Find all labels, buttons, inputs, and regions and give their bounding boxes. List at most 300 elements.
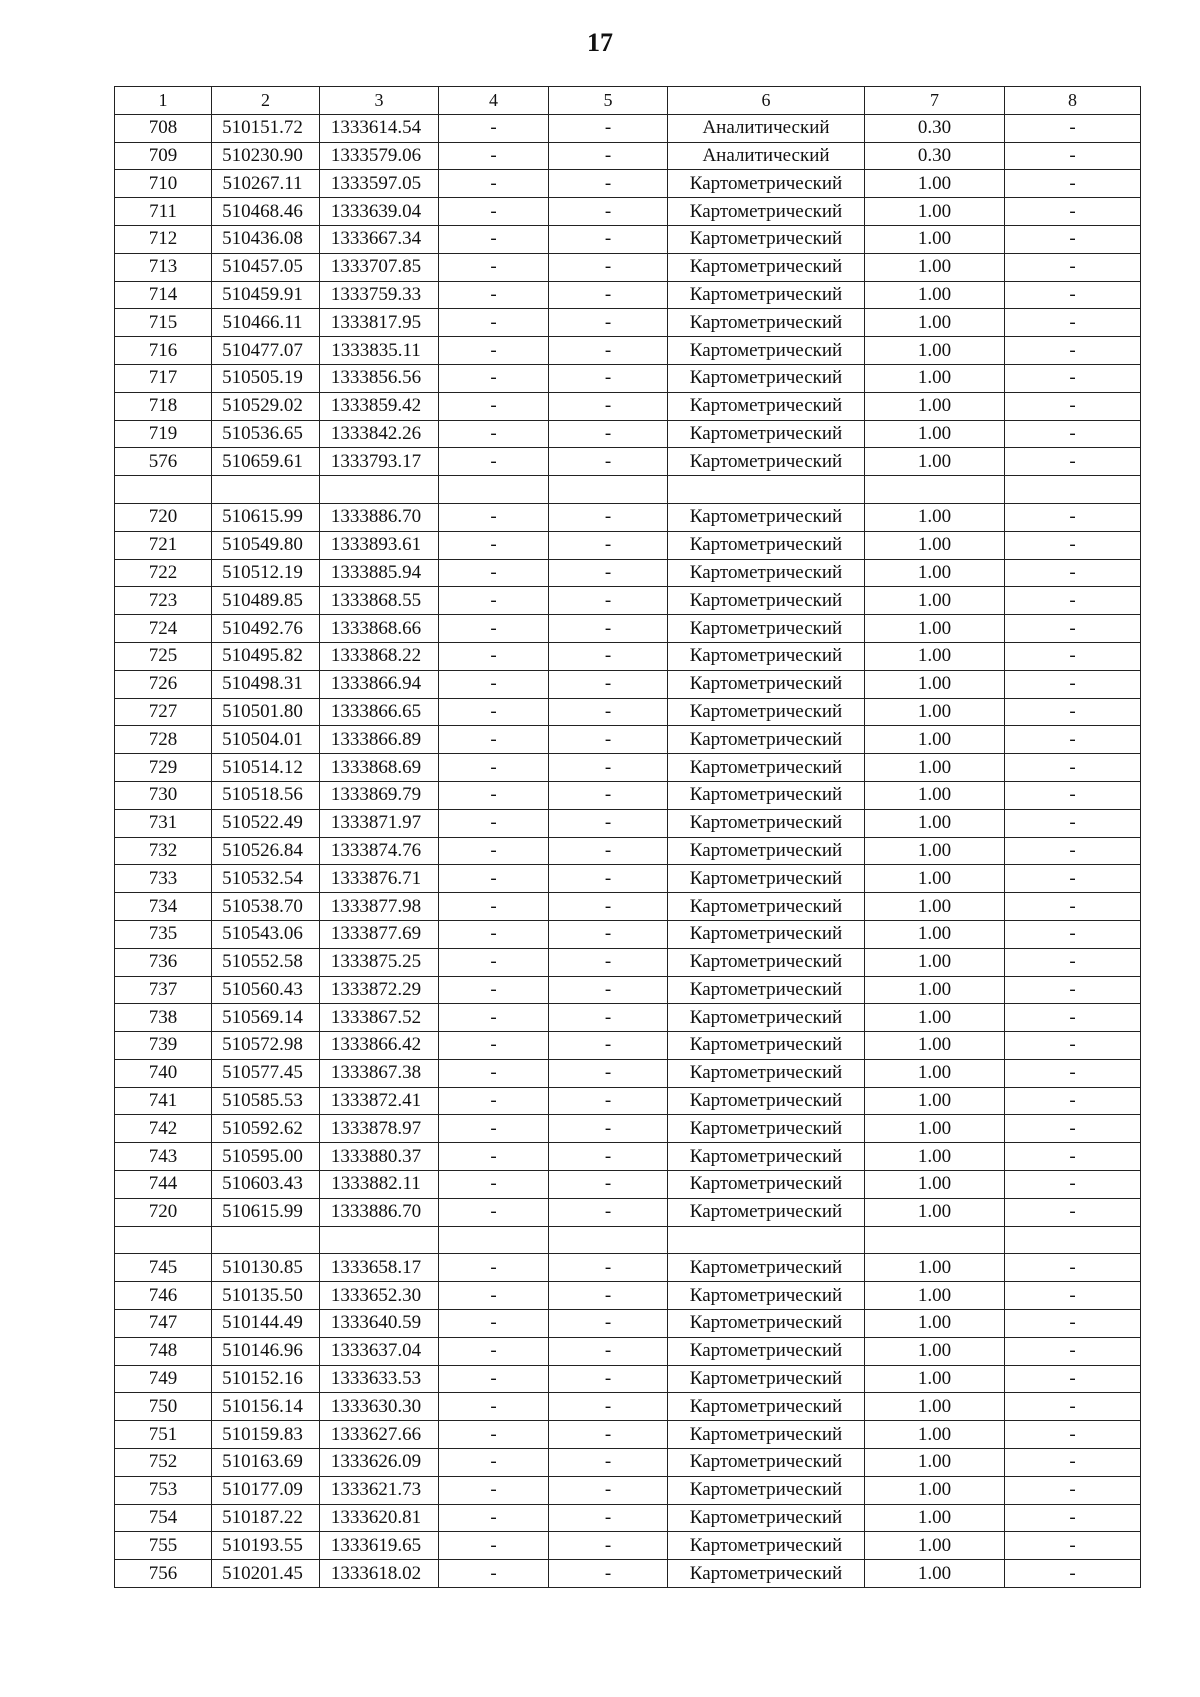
table-row (115, 1532, 1141, 1560)
x-coordinate-cell: 510135.50 (212, 1282, 320, 1310)
accuracy-cell: 1.00 (865, 670, 1005, 698)
x-coordinate-cell (212, 1226, 320, 1254)
method-cell: Картометрический (668, 225, 865, 253)
method-cell: Картометрический (668, 559, 865, 587)
table-row (115, 1337, 1141, 1365)
col8-cell: - (1005, 615, 1141, 643)
method-cell: Картометрический (668, 1337, 865, 1365)
accuracy-cell: 1.00 (865, 1143, 1005, 1171)
col4-cell: - (439, 1310, 549, 1338)
accuracy-cell: 1.00 (865, 1449, 1005, 1477)
table-row (115, 698, 1141, 726)
x-coordinate-cell: 510504.01 (212, 726, 320, 754)
x-coordinate-cell: 510130.85 (212, 1254, 320, 1282)
table-row (115, 225, 1141, 253)
col5-cell: - (549, 865, 668, 893)
method-cell: Картометрический (668, 976, 865, 1004)
y-coordinate-cell (320, 476, 439, 504)
table-row (115, 392, 1141, 420)
col4-cell: - (439, 1476, 549, 1504)
x-coordinate-cell: 510501.80 (212, 698, 320, 726)
method-cell: Картометрический (668, 1393, 865, 1421)
table-row (115, 615, 1141, 643)
x-coordinate-cell: 510536.65 (212, 420, 320, 448)
table-row (115, 1226, 1141, 1254)
col8-cell: - (1005, 1032, 1141, 1060)
col4-cell: - (439, 1171, 549, 1199)
accuracy-cell: 1.00 (865, 503, 1005, 531)
y-coordinate-cell: 1333620.81 (320, 1504, 439, 1532)
col8-cell: - (1005, 1282, 1141, 1310)
col4-cell: - (439, 698, 549, 726)
accuracy-cell (865, 1226, 1005, 1254)
point-number-cell: 708 (115, 114, 212, 142)
method-cell: Картометрический (668, 1532, 865, 1560)
table-row (115, 920, 1141, 948)
col4-cell: - (439, 309, 549, 337)
point-number-cell: 740 (115, 1059, 212, 1087)
method-cell: Картометрический (668, 781, 865, 809)
table-row (115, 1560, 1141, 1588)
col4-cell: - (439, 1198, 549, 1226)
method-cell: Картометрический (668, 364, 865, 392)
col4-cell: - (439, 976, 549, 1004)
col8-cell: - (1005, 865, 1141, 893)
accuracy-cell: 1.00 (865, 1282, 1005, 1310)
method-cell: Картометрический (668, 1143, 865, 1171)
x-coordinate-cell: 510529.02 (212, 392, 320, 420)
col4-cell (439, 476, 549, 504)
method-cell: Картометрический (668, 253, 865, 281)
x-coordinate-cell (212, 476, 320, 504)
col8-cell: - (1005, 142, 1141, 170)
y-coordinate-cell: 1333621.73 (320, 1476, 439, 1504)
accuracy-cell: 1.00 (865, 559, 1005, 587)
accuracy-cell: 1.00 (865, 1421, 1005, 1449)
table-row (115, 670, 1141, 698)
accuracy-cell: 1.00 (865, 1115, 1005, 1143)
col5-cell: - (549, 198, 668, 226)
col5-cell: - (549, 503, 668, 531)
point-number-cell: 709 (115, 142, 212, 170)
col4-cell: - (439, 559, 549, 587)
table-row (115, 253, 1141, 281)
accuracy-cell: 1.00 (865, 809, 1005, 837)
accuracy-cell: 1.00 (865, 642, 1005, 670)
table-row (115, 1059, 1141, 1087)
method-cell: Картометрический (668, 1310, 865, 1338)
column-header: 5 (549, 87, 668, 115)
col4-cell: - (439, 1059, 549, 1087)
col8-cell: - (1005, 642, 1141, 670)
point-number-cell: 756 (115, 1560, 212, 1588)
method-cell: Картометрический (668, 531, 865, 559)
point-number-cell: 744 (115, 1171, 212, 1199)
col5-cell: - (549, 976, 668, 1004)
column-header: 8 (1005, 87, 1141, 115)
point-number-cell: 711 (115, 198, 212, 226)
col5-cell: - (549, 726, 668, 754)
accuracy-cell: 1.00 (865, 1059, 1005, 1087)
col5-cell: - (549, 309, 668, 337)
accuracy-cell: 1.00 (865, 1365, 1005, 1393)
x-coordinate-cell: 510495.82 (212, 642, 320, 670)
col8-cell: - (1005, 198, 1141, 226)
table-row (115, 281, 1141, 309)
col4-cell: - (439, 337, 549, 365)
accuracy-cell: 0.30 (865, 142, 1005, 170)
x-coordinate-cell: 510457.05 (212, 253, 320, 281)
col5-cell: - (549, 559, 668, 587)
x-coordinate-cell: 510572.98 (212, 1032, 320, 1060)
point-number-cell: 721 (115, 531, 212, 559)
table-row (115, 1004, 1141, 1032)
y-coordinate-cell: 1333866.94 (320, 670, 439, 698)
y-coordinate-cell: 1333877.98 (320, 893, 439, 921)
table-row (115, 1198, 1141, 1226)
accuracy-cell: 1.00 (865, 170, 1005, 198)
y-coordinate-cell: 1333878.97 (320, 1115, 439, 1143)
method-cell: Картометрический (668, 309, 865, 337)
col8-cell: - (1005, 392, 1141, 420)
col5-cell: - (549, 893, 668, 921)
accuracy-cell: 1.00 (865, 1476, 1005, 1504)
x-coordinate-cell: 510518.56 (212, 781, 320, 809)
col5-cell: - (549, 642, 668, 670)
col8-cell: - (1005, 1059, 1141, 1087)
accuracy-cell: 1.00 (865, 948, 1005, 976)
col8-cell: - (1005, 1421, 1141, 1449)
x-coordinate-cell: 510569.14 (212, 1004, 320, 1032)
y-coordinate-cell: 1333867.52 (320, 1004, 439, 1032)
col5-cell: - (549, 1198, 668, 1226)
y-coordinate-cell: 1333868.66 (320, 615, 439, 643)
method-cell: Картометрический (668, 615, 865, 643)
y-coordinate-cell: 1333835.11 (320, 337, 439, 365)
column-header: 3 (320, 87, 439, 115)
method-cell: Картометрический (668, 1476, 865, 1504)
y-coordinate-cell: 1333866.89 (320, 726, 439, 754)
accuracy-cell: 1.00 (865, 1560, 1005, 1588)
accuracy-cell: 1.00 (865, 1532, 1005, 1560)
point-number-cell (115, 1226, 212, 1254)
y-coordinate-cell: 1333658.17 (320, 1254, 439, 1282)
y-coordinate-cell: 1333872.41 (320, 1087, 439, 1115)
table-row (115, 1421, 1141, 1449)
x-coordinate-cell: 510193.55 (212, 1532, 320, 1560)
x-coordinate-cell: 510492.76 (212, 615, 320, 643)
point-number-cell: 720 (115, 1198, 212, 1226)
accuracy-cell: 0.30 (865, 114, 1005, 142)
point-number-cell: 715 (115, 309, 212, 337)
x-coordinate-cell: 510267.11 (212, 170, 320, 198)
accuracy-cell: 1.00 (865, 726, 1005, 754)
col4-cell: - (439, 865, 549, 893)
col8-cell: - (1005, 1476, 1141, 1504)
table-row (115, 754, 1141, 782)
point-number-cell: 730 (115, 781, 212, 809)
col5-cell: - (549, 615, 668, 643)
col5-cell: - (549, 809, 668, 837)
method-cell: Картометрический (668, 726, 865, 754)
col8-cell: - (1005, 170, 1141, 198)
accuracy-cell: 1.00 (865, 225, 1005, 253)
point-number-cell: 713 (115, 253, 212, 281)
col8-cell: - (1005, 1171, 1141, 1199)
method-cell: Картометрический (668, 392, 865, 420)
method-cell: Картометрический (668, 698, 865, 726)
y-coordinate-cell: 1333817.95 (320, 309, 439, 337)
col4-cell: - (439, 225, 549, 253)
point-number-cell: 726 (115, 670, 212, 698)
point-number-cell: 753 (115, 1476, 212, 1504)
table-body (115, 114, 1141, 1587)
table-row (115, 1310, 1141, 1338)
y-coordinate-cell: 1333868.69 (320, 754, 439, 782)
point-number-cell: 733 (115, 865, 212, 893)
method-cell (668, 476, 865, 504)
method-cell: Картометрический (668, 420, 865, 448)
accuracy-cell: 1.00 (865, 920, 1005, 948)
point-number-cell: 742 (115, 1115, 212, 1143)
point-number-cell: 725 (115, 642, 212, 670)
point-number-cell: 748 (115, 1337, 212, 1365)
column-header: 4 (439, 87, 549, 115)
y-coordinate-cell: 1333707.85 (320, 253, 439, 281)
col5-cell: - (549, 1449, 668, 1477)
col8-cell: - (1005, 1560, 1141, 1588)
col5-cell: - (549, 1254, 668, 1282)
point-number-cell: 722 (115, 559, 212, 587)
x-coordinate-cell: 510538.70 (212, 893, 320, 921)
x-coordinate-cell: 510459.91 (212, 281, 320, 309)
table-row (115, 1393, 1141, 1421)
y-coordinate-cell: 1333633.53 (320, 1365, 439, 1393)
point-number-cell: 714 (115, 281, 212, 309)
method-cell: Картометрический (668, 948, 865, 976)
method-cell: Картометрический (668, 1059, 865, 1087)
col4-cell: - (439, 893, 549, 921)
col8-cell: - (1005, 1115, 1141, 1143)
point-number-cell: 719 (115, 420, 212, 448)
col5-cell: - (549, 281, 668, 309)
col4-cell: - (439, 114, 549, 142)
col8-cell (1005, 476, 1141, 504)
col5-cell: - (549, 1282, 668, 1310)
col5-cell: - (549, 1421, 668, 1449)
x-coordinate-cell: 510489.85 (212, 587, 320, 615)
x-coordinate-cell: 510230.90 (212, 142, 320, 170)
method-cell: Картометрический (668, 1449, 865, 1477)
method-cell: Картометрический (668, 1115, 865, 1143)
col4-cell: - (439, 392, 549, 420)
col4-cell: - (439, 1449, 549, 1477)
y-coordinate-cell: 1333885.94 (320, 559, 439, 587)
accuracy-cell: 1.00 (865, 448, 1005, 476)
table-row (115, 809, 1141, 837)
col8-cell: - (1005, 587, 1141, 615)
x-coordinate-cell: 510477.07 (212, 337, 320, 365)
col4-cell: - (439, 837, 549, 865)
y-coordinate-cell: 1333637.04 (320, 1337, 439, 1365)
y-coordinate-cell: 1333856.56 (320, 364, 439, 392)
point-number-cell: 718 (115, 392, 212, 420)
point-number-cell: 745 (115, 1254, 212, 1282)
table-row (115, 1449, 1141, 1477)
point-number-cell: 737 (115, 976, 212, 1004)
col5-cell: - (549, 1004, 668, 1032)
method-cell: Картометрический (668, 809, 865, 837)
point-number-cell: 735 (115, 920, 212, 948)
x-coordinate-cell: 510466.11 (212, 309, 320, 337)
y-coordinate-cell: 1333626.09 (320, 1449, 439, 1477)
col4-cell: - (439, 1393, 549, 1421)
y-coordinate-cell: 1333886.70 (320, 503, 439, 531)
method-cell: Аналитический (668, 142, 865, 170)
col5-cell: - (549, 781, 668, 809)
table-row (115, 837, 1141, 865)
y-coordinate-cell: 1333869.79 (320, 781, 439, 809)
accuracy-cell: 1.00 (865, 1198, 1005, 1226)
x-coordinate-cell: 510512.19 (212, 559, 320, 587)
col8-cell: - (1005, 531, 1141, 559)
table-row (115, 865, 1141, 893)
x-coordinate-cell: 510436.08 (212, 225, 320, 253)
x-coordinate-cell: 510163.69 (212, 1449, 320, 1477)
col8-cell: - (1005, 781, 1141, 809)
col8-cell: - (1005, 670, 1141, 698)
point-number-cell: 720 (115, 503, 212, 531)
y-coordinate-cell: 1333652.30 (320, 1282, 439, 1310)
col8-cell: - (1005, 920, 1141, 948)
col8-cell: - (1005, 1449, 1141, 1477)
x-coordinate-cell: 510577.45 (212, 1059, 320, 1087)
col5-cell: - (549, 170, 668, 198)
point-number-cell: 749 (115, 1365, 212, 1393)
table-row (115, 726, 1141, 754)
accuracy-cell: 1.00 (865, 698, 1005, 726)
col4-cell: - (439, 142, 549, 170)
col5-cell: - (549, 754, 668, 782)
method-cell: Картометрический (668, 198, 865, 226)
col4-cell: - (439, 170, 549, 198)
accuracy-cell: 1.00 (865, 1254, 1005, 1282)
point-number-cell: 724 (115, 615, 212, 643)
y-coordinate-cell: 1333597.05 (320, 170, 439, 198)
col5-cell: - (549, 225, 668, 253)
col5-cell: - (549, 1504, 668, 1532)
method-cell: Картометрический (668, 1004, 865, 1032)
table-row (115, 948, 1141, 976)
header-row (115, 87, 1141, 115)
accuracy-cell: 1.00 (865, 198, 1005, 226)
accuracy-cell: 1.00 (865, 364, 1005, 392)
col4-cell: - (439, 1032, 549, 1060)
accuracy-cell: 1.00 (865, 309, 1005, 337)
point-number-cell: 755 (115, 1532, 212, 1560)
x-coordinate-cell: 510468.46 (212, 198, 320, 226)
col4-cell: - (439, 364, 549, 392)
point-number-cell: 723 (115, 587, 212, 615)
method-cell: Картометрический (668, 170, 865, 198)
y-coordinate-cell: 1333630.30 (320, 1393, 439, 1421)
y-coordinate-cell: 1333886.70 (320, 1198, 439, 1226)
col5-cell: - (549, 1393, 668, 1421)
point-number-cell: 752 (115, 1449, 212, 1477)
x-coordinate-cell: 510615.99 (212, 1198, 320, 1226)
col4-cell: - (439, 726, 549, 754)
column-header: 2 (212, 87, 320, 115)
col8-cell: - (1005, 809, 1141, 837)
method-cell: Картометрический (668, 1032, 865, 1060)
point-number-cell: 717 (115, 364, 212, 392)
col5-cell: - (549, 1143, 668, 1171)
method-cell: Картометрический (668, 1504, 865, 1532)
method-cell: Картометрический (668, 1365, 865, 1393)
point-number-cell: 728 (115, 726, 212, 754)
table-row (115, 420, 1141, 448)
point-number-cell: 732 (115, 837, 212, 865)
method-cell: Картометрический (668, 920, 865, 948)
col5-cell: - (549, 698, 668, 726)
col8-cell: - (1005, 754, 1141, 782)
point-number-cell: 729 (115, 754, 212, 782)
table-row (115, 448, 1141, 476)
table-row (115, 364, 1141, 392)
col5-cell: - (549, 1337, 668, 1365)
col8-cell: - (1005, 726, 1141, 754)
col8-cell: - (1005, 1004, 1141, 1032)
col8-cell: - (1005, 1254, 1141, 1282)
method-cell: Картометрический (668, 893, 865, 921)
x-coordinate-cell: 510585.53 (212, 1087, 320, 1115)
accuracy-cell: 1.00 (865, 1032, 1005, 1060)
table-header (115, 87, 1141, 115)
accuracy-cell: 1.00 (865, 337, 1005, 365)
point-number-cell: 751 (115, 1421, 212, 1449)
col5-cell: - (549, 1365, 668, 1393)
x-coordinate-cell: 510552.58 (212, 948, 320, 976)
x-coordinate-cell: 510592.62 (212, 1115, 320, 1143)
col4-cell: - (439, 1532, 549, 1560)
y-coordinate-cell: 1333759.33 (320, 281, 439, 309)
method-cell: Картометрический (668, 1254, 865, 1282)
col5-cell: - (549, 364, 668, 392)
method-cell: Аналитический (668, 114, 865, 142)
accuracy-cell: 1.00 (865, 1310, 1005, 1338)
method-cell: Картометрический (668, 337, 865, 365)
col8-cell: - (1005, 1532, 1141, 1560)
table-row (115, 1143, 1141, 1171)
point-number-cell: 736 (115, 948, 212, 976)
accuracy-cell: 1.00 (865, 1504, 1005, 1532)
accuracy-cell: 1.00 (865, 754, 1005, 782)
table-row (115, 503, 1141, 531)
col5-cell: - (549, 1560, 668, 1588)
x-coordinate-cell: 510144.49 (212, 1310, 320, 1338)
method-cell: Картометрический (668, 754, 865, 782)
table-row (115, 1115, 1141, 1143)
point-number-cell: 750 (115, 1393, 212, 1421)
col4-cell: - (439, 920, 549, 948)
y-coordinate-cell: 1333877.69 (320, 920, 439, 948)
method-cell: Картометрический (668, 642, 865, 670)
col5-cell: - (549, 1476, 668, 1504)
col4-cell: - (439, 670, 549, 698)
y-coordinate-cell: 1333875.25 (320, 948, 439, 976)
point-number-cell: 576 (115, 448, 212, 476)
accuracy-cell: 1.00 (865, 253, 1005, 281)
